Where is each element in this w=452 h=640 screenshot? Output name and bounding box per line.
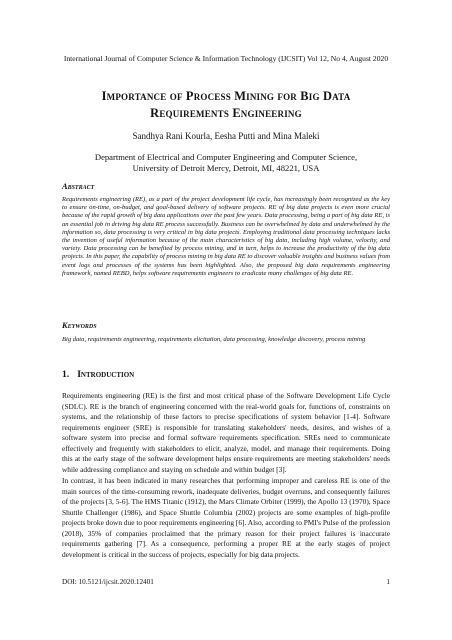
title-line-2: Requirements Engineering (150, 106, 302, 120)
journal-header: International Journal of Computer Science & Information Technology (IJCSIT) Vol 12, No 4, August 2020 (63, 54, 389, 63)
keywords-heading: Keywords (62, 321, 97, 330)
authors: Sandhya Rani Kourla, Eesha Putti and Mina Maleki (132, 131, 320, 141)
abstract-heading: Abstract (62, 182, 95, 191)
keywords-text: Big data, requirements engineering, requirements elicitation, data processing, knowledge discovery, process mining (62, 336, 366, 343)
doi-link[interactable]: DOI: 10.5121/ijcsit.2020.12401 (62, 578, 154, 586)
paper-title (40, 88, 412, 122)
section-title: Introduction (77, 369, 135, 380)
affiliation (0, 152, 452, 174)
abstract-text: Requirements engineering (RE), as a part of the project development life cycle, has increasingly been recognized as the key to ensure on-time, on-budget, and goal-based delivery of software projects. RE of big data projects is even more crucial because of the rapid growth of big data applications over the past few years. Data processing, being a part of big data RE, is an essential job in driving big data RE process successfully. Business can be overwhelmed by data and underwhelmed by the information so, data processing is very critical in big data projects. Employing traditional data processing techniques lacks the invention of useful information because of the main characteristics of big data, including high volume, velocity, and variety. Data processing can be benefited by process mining, and in turn, helps to increase the productivity of the big data projects. In this paper, the capability of process mining in big data RE to discover valuable insights and business values from event logs and processes of the systems has been highlighted. Also, the proposed big data requirements engineering framework, named REBD, helps software requirements engineers to eradicate many challenges of big data RE. (62, 196, 390, 277)
affiliation-line-2: University of Detroit Mercy, Detroit, MI, 48221, USA (132, 163, 320, 173)
section-number: 1. (62, 369, 70, 380)
intro-paragraph-1: Requirements engineering (RE) is the first and most critical phase of the Software Development Life Cycle (SDLC). RE is the branch of engineering concerned with the real-world goals for, functions of, constraints on systems, and the relationship of these factors to precise specifications of system behavior [1-4]. Software requirements engineer (SRE) is responsible for translating stakeholders' needs, desires, and wishes of a software system into precise and formal software requirements specification. SREs need to communicate effectively and frequently with stakeholders to elicit, analyze, model, and manage their requirements. Doing this at the early stage of the software development helps ensure requirements are meeting stakeholders' needs while addressing compliance and staying on schedule and within budget [3]. (62, 391, 390, 474)
affiliation-line-1: Department of Electrical and Computer Engineering and Computer Science, (94, 152, 358, 162)
introduction-heading (62, 369, 134, 381)
intro-paragraph-2: In contrast, it has been indicated in many researches that performing improper and careless RE is one of the main sources of the time-consuming rework, inadequate deliveries, budget overruns, and consequently failures of the projects [3, 5-6]. The HMS Titanic (1912), the Mars Climate Orbiter (1999), the Apollo 13 (1970), Space Shuttle Challenger (1986), and Space Shuttle Columbia (2002) projects are some examples of high-profile projects broke down due to poor requirements engineering [6]. Also, according to PMI's Pulse of the profession (2018), 35% of companies proclaimed that the primary reason for their project failures is inaccurate requirements gathering [7]. As a consequence, performing a proper RE at the early stages of project development is critical in the success of projects, especially for big data projects. (62, 476, 390, 559)
title-line-1: Importance of Process Mining for Big Data (101, 89, 351, 103)
page-number: 1 (386, 578, 390, 586)
